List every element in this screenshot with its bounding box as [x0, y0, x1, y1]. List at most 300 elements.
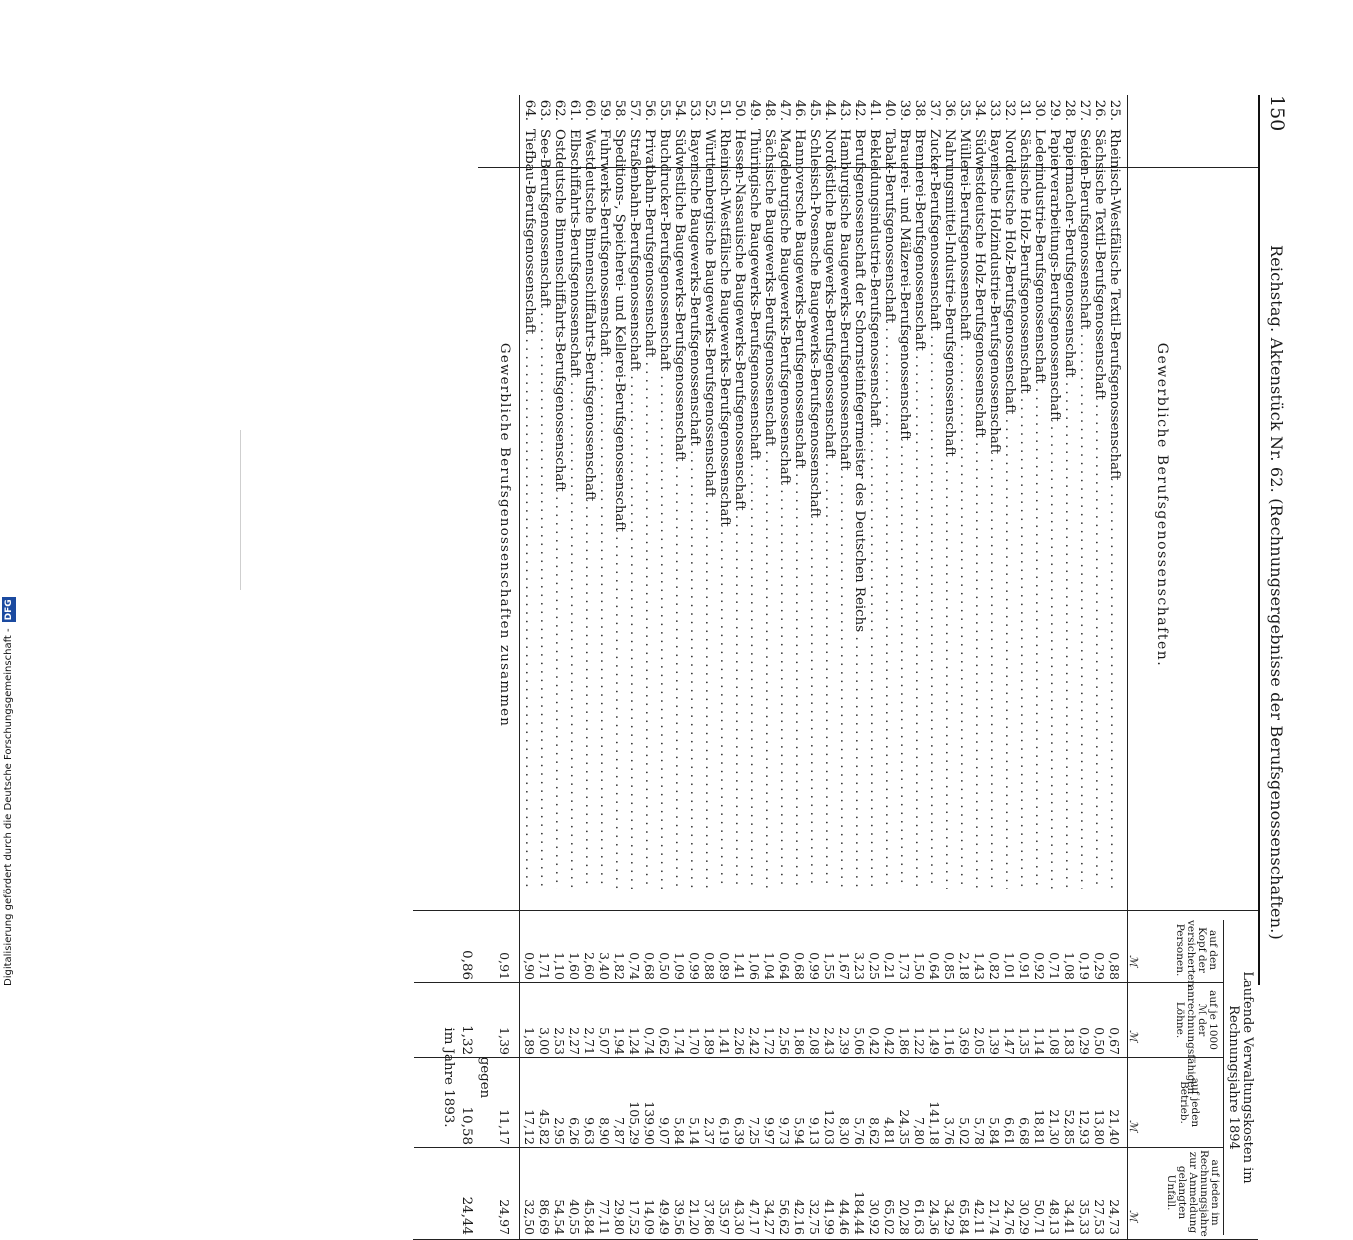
- row-value: 1,24: [627, 1027, 642, 1055]
- row-number: 29.: [1047, 99, 1062, 121]
- row-value: 1,83: [1062, 1027, 1077, 1055]
- row-value: 0,88: [702, 952, 717, 980]
- row-value: 5,14: [687, 1117, 702, 1145]
- row-name: Lederindustrie-Berufsgenossenschaft . . .: [1032, 129, 1047, 889]
- summary-value: 1,39: [497, 1027, 512, 1055]
- row-number: 31.: [1017, 99, 1032, 121]
- row-value: 0,50: [657, 952, 672, 980]
- row-value: 141,18: [927, 1101, 942, 1145]
- unit-label: ℳ: [1127, 1030, 1140, 1042]
- row-name: Buchdrucker-Berufsgenossenschaft . . .: [657, 129, 672, 889]
- row-value: 9,97: [762, 1117, 777, 1145]
- row-value: 34,41: [1062, 1199, 1077, 1235]
- row-value: 1,74: [672, 1027, 687, 1055]
- row-number: 59.: [597, 99, 612, 121]
- row-value: 21,30: [1047, 1109, 1062, 1145]
- table-row: [837, 95, 852, 1239]
- table-row: [927, 95, 942, 1239]
- row-value: 0,92: [1032, 952, 1047, 980]
- row-value: 30,29: [1017, 1199, 1032, 1235]
- row-value: 7,25: [747, 1117, 762, 1145]
- row-value: 5,78: [972, 1117, 987, 1145]
- table-row: [957, 95, 972, 1239]
- row-name: Hannoversche Baugewerks-Berufsgenossenschaft . . .: [792, 129, 807, 889]
- table-row: [747, 95, 762, 1239]
- row-name: Thüringische Baugewerks-Berufsgenossenschaft . . .: [747, 129, 762, 889]
- row-number: 51.: [717, 99, 732, 121]
- row-value: 14,09: [642, 1199, 657, 1235]
- digitization-note: [2, 0, 16, 1000]
- summary-value: 11,17: [497, 1109, 512, 1145]
- row-name: Papiermacher-Berufsgenossenschaft . . .: [1062, 129, 1077, 889]
- compare-value: 24,44: [459, 1196, 474, 1235]
- table-row: [567, 95, 582, 1239]
- row-value: 1,47: [1002, 1027, 1017, 1055]
- row-name: Rheinisch-Westfälische Baugewerks-Berufsgenossenschaft . . .: [717, 129, 732, 889]
- row-number: 26.: [1092, 99, 1107, 121]
- row-number: 60.: [582, 99, 597, 121]
- row-value: 7,80: [912, 1117, 927, 1145]
- row-name: Magdeburgische Baugewerks-Berufsgenossenschaft . . .: [777, 129, 792, 889]
- row-name: Berufsgenossenschaft der Schornsteinfegermeister des Deutschen Reichs . . .: [852, 129, 867, 889]
- row-number: 48.: [762, 99, 777, 121]
- row-value: 6,19: [717, 1117, 732, 1145]
- row-number: 41.: [867, 99, 882, 121]
- row-value: 0,29: [1092, 952, 1107, 980]
- summary-label: Gewerbliche Berufsgenossenschaften zusammen: [497, 342, 512, 728]
- row-value: 9,73: [777, 1117, 792, 1145]
- page-header: [1264, 95, 1290, 985]
- row-name: Südwestdeutsche Holz-Berufsgenossenschaft . . .: [972, 129, 987, 889]
- row-name: Privatbahn-Berufsgenossenschaft . . .: [642, 129, 657, 889]
- table-row: [717, 95, 732, 1239]
- row-number: 44.: [822, 99, 837, 121]
- row-value: 24,76: [1002, 1199, 1017, 1235]
- row-number: 30.: [1032, 99, 1047, 121]
- compare-value: 10,58: [459, 1106, 474, 1145]
- row-value: 5,84: [987, 1117, 1002, 1145]
- row-value: 37,86: [702, 1199, 717, 1235]
- row-value: 1,01: [1002, 952, 1017, 980]
- table-row: [792, 95, 807, 1239]
- row-value: 1,41: [717, 1027, 732, 1055]
- header-bottom-rule: [1127, 95, 1128, 1239]
- row-value: 21,74: [987, 1199, 1002, 1235]
- table-row: [522, 95, 537, 1239]
- table-row: [1107, 95, 1122, 1239]
- row-name: Norddeutsche Holz-Berufsgenossenschaft . . .: [1002, 129, 1017, 889]
- row-name: Brennerei-Berufsgenossenschaft . . .: [912, 129, 927, 889]
- row-value: 6,26: [567, 1117, 582, 1145]
- table-row: [1032, 95, 1047, 1239]
- table-row: [627, 95, 642, 1239]
- row-name: Tabak-Berufsgenossenschaft . . .: [882, 129, 897, 889]
- row-value: 1,35: [1017, 1027, 1032, 1055]
- row-name: Bekleidungsindustrie-Berufsgenossenschaft . . .: [867, 129, 882, 889]
- row-value: 1,08: [1062, 952, 1077, 980]
- row-value: 1,41: [732, 952, 747, 980]
- table-row: [597, 95, 612, 1239]
- row-name: Ostdeutsche Binnenschiffahrts-Berufsgenossenschaft . . .: [552, 129, 567, 889]
- row-value: 7,87: [612, 1117, 627, 1145]
- row-name: Bayerische Baugewerks-Berufsgenossenschaft . . .: [687, 129, 702, 889]
- row-number: 53.: [687, 99, 702, 121]
- table-row: [942, 95, 957, 1239]
- row-value: 42,16: [792, 1199, 807, 1235]
- row-number: 39.: [897, 99, 912, 121]
- table-row: [912, 95, 927, 1239]
- row-name: Fuhrwerks-Berufsgenossenschaft . . .: [597, 129, 612, 889]
- row-value: 5,76: [852, 1117, 867, 1145]
- row-name: Westdeutsche Binnenschiffahrts-Berufsgenossenschaft . . .: [582, 129, 597, 889]
- row-number: 32.: [1002, 99, 1017, 121]
- row-value: 5,06: [852, 1027, 867, 1055]
- scan-artifact-line: [240, 430, 241, 590]
- row-value: 0,71: [1047, 952, 1062, 980]
- row-value: 2,27: [567, 1027, 582, 1055]
- row-value: 30,92: [867, 1199, 882, 1235]
- row-value: 0,62: [657, 1027, 672, 1055]
- row-name: Elbschiffahrts-Berufsgenossenschaft . . .: [567, 129, 582, 889]
- row-value: 41,99: [822, 1199, 837, 1235]
- row-value: 40,55: [567, 1199, 582, 1235]
- row-value: 48,13: [1047, 1199, 1062, 1235]
- row-value: 45,82: [537, 1109, 552, 1145]
- row-value: 47,17: [747, 1199, 762, 1235]
- row-value: 5,84: [672, 1117, 687, 1145]
- row-value: 2,71: [582, 1027, 597, 1055]
- row-name: Südwestliche Baugewerks-Berufsgenossenschaft . . .: [672, 129, 687, 889]
- row-value: 1,94: [612, 1027, 627, 1055]
- summary-rule: [519, 95, 520, 1239]
- row-number: 46.: [792, 99, 807, 121]
- table-row: [1002, 95, 1017, 1239]
- row-value: 5,02: [957, 1117, 972, 1145]
- unit-label: ℳ: [1127, 955, 1140, 967]
- row-value: 1,14: [1032, 1027, 1047, 1055]
- row-number: 62.: [552, 99, 567, 121]
- row-value: 184,44: [852, 1191, 867, 1235]
- row-value: 44,46: [837, 1199, 852, 1235]
- row-value: 0,64: [777, 952, 792, 980]
- gegen-label: gegen: [477, 1056, 492, 1099]
- row-value: 0,99: [807, 952, 822, 980]
- row-value: 0,29: [1077, 1027, 1092, 1055]
- row-value: 21,20: [687, 1199, 702, 1235]
- row-name: See-Berufsgenossenschaft . . .: [537, 129, 552, 889]
- row-value: 0,82: [987, 952, 1002, 980]
- row-value: 0,21: [882, 952, 897, 980]
- row-value: 1,70: [687, 1027, 702, 1055]
- row-value: 8,30: [837, 1117, 852, 1145]
- row-name: Papierverarbeitungs-Berufsgenossenschaft . . .: [1047, 129, 1062, 889]
- row-value: 0,74: [642, 1027, 657, 1055]
- row-number: 61.: [567, 99, 582, 121]
- row-value: 1,55: [822, 952, 837, 980]
- digitization-note-text: Digitalisierung gefördert durch die Deutsche Forschungsgemeinschaft -: [3, 628, 14, 986]
- row-value: 21,40: [1107, 1109, 1122, 1145]
- row-value: 2,08: [807, 1027, 822, 1055]
- row-value: 0,42: [867, 1027, 882, 1055]
- row-value: 5,07: [597, 1027, 612, 1055]
- row-number: 55.: [657, 99, 672, 121]
- row-name: Tiefbau-Berufsgenossenschaft . . .: [522, 129, 537, 889]
- row-number: 42.: [852, 99, 867, 121]
- row-value: 9,07: [657, 1117, 672, 1145]
- table-row: [642, 95, 657, 1239]
- table-row: [882, 95, 897, 1239]
- row-value: 3,23: [852, 952, 867, 980]
- row-value: 32,75: [807, 1199, 822, 1235]
- row-value: 17,52: [627, 1199, 642, 1235]
- row-value: 0,85: [942, 952, 957, 980]
- row-value: 35,33: [1077, 1199, 1092, 1235]
- row-name: Speditions-, Speicherei- und Kellerei-Berufsgenossenschaft . . .: [612, 129, 627, 889]
- row-value: 1,89: [702, 1027, 717, 1055]
- row-value: 1,43: [972, 952, 987, 980]
- row-value: 9,63: [582, 1117, 597, 1145]
- row-value: 0,74: [627, 952, 642, 980]
- table-row: [1047, 95, 1062, 1239]
- row-value: 1,09: [672, 952, 687, 980]
- row-value: 1,39: [987, 1027, 1002, 1055]
- row-value: 2,53: [552, 1027, 567, 1055]
- row-value: 1,82: [612, 952, 627, 980]
- row-name: Zucker-Berufsgenossenschaft . . .: [927, 129, 942, 889]
- row-value: 1,10: [552, 952, 567, 980]
- row-value: 42,11: [972, 1199, 987, 1235]
- row-number: 37.: [927, 99, 942, 121]
- document-page: [70, 95, 1290, 1237]
- table-row: [852, 95, 867, 1239]
- col-header-per-business: auf jeden Betrieb.: [1178, 1077, 1201, 1128]
- row-value: 1,86: [792, 1027, 807, 1055]
- compare-value: 1,32: [459, 1025, 474, 1055]
- row-name: Nordöstliche Baugewerks-Berufsgenossenschaft . . .: [822, 129, 837, 889]
- row-value: 0,67: [1107, 1027, 1122, 1055]
- row-value: 0,19: [1077, 952, 1092, 980]
- unit-label: ℳ: [1127, 1210, 1140, 1222]
- row-value: 105,29: [627, 1101, 642, 1145]
- table-row: [822, 95, 837, 1239]
- row-value: 1,67: [837, 952, 852, 980]
- row-number: 58.: [612, 99, 627, 121]
- row-name: Schlesisch-Posensche Baugewerks-Berufsgenossenschaft . . .: [807, 129, 822, 889]
- table-row: [972, 95, 987, 1239]
- col-header-per-person: auf den Kopf der versicherten Personen.: [1174, 920, 1219, 987]
- row-number: 43.: [837, 99, 852, 121]
- row-value: 2,39: [837, 1027, 852, 1055]
- cost-header: Laufende Verwaltungskosten im Rechnungsjahre 1894: [1226, 971, 1255, 1184]
- row-value: 61,63: [912, 1199, 927, 1235]
- compare-year-label: im Jahre 1893.: [441, 1027, 456, 1128]
- row-name: Hamburgische Baugewerks-Berufsgenossenschaft . . .: [837, 129, 852, 889]
- table-row: [762, 95, 777, 1239]
- col-header-per-1000: auf je 1000 ℳ der anrechnungsfähigen Löhne.: [1174, 985, 1219, 1095]
- running-title: Reichstag. Aktenstück Nr. 62. (Rechnungsergebnisse der Berufsgenossenschaften.): [1267, 245, 1286, 940]
- row-value: 0,42: [882, 1027, 897, 1055]
- row-number: 45.: [807, 99, 822, 121]
- row-value: 0,88: [1107, 952, 1122, 980]
- row-number: 38.: [912, 99, 927, 121]
- row-number: 35.: [957, 99, 972, 121]
- row-number: 34.: [972, 99, 987, 121]
- row-value: 1,71: [537, 952, 552, 980]
- table-row: [807, 95, 822, 1239]
- row-value: 13,80: [1092, 1109, 1107, 1145]
- row-value: 3,40: [597, 952, 612, 980]
- row-name: Württembergische Baugewerks-Berufsgenossenschaft . . .: [702, 129, 717, 889]
- row-number: 52.: [702, 99, 717, 121]
- table-row: [657, 95, 672, 1239]
- row-value: 2,43: [822, 1027, 837, 1055]
- row-value: 0,68: [642, 952, 657, 980]
- row-value: 2,26: [732, 1027, 747, 1055]
- row-value: 29,80: [612, 1199, 627, 1235]
- row-value: 0,25: [867, 952, 882, 980]
- row-value: 2,56: [777, 1027, 792, 1055]
- row-value: 3,69: [957, 1027, 972, 1055]
- table-row: [702, 95, 717, 1239]
- row-value: 24,36: [927, 1199, 942, 1235]
- summary-value: 0,91: [497, 952, 512, 980]
- row-value: 5,94: [792, 1117, 807, 1145]
- header-rule: [1258, 95, 1260, 985]
- row-value: 1,73: [897, 952, 912, 980]
- row-value: 34,29: [942, 1199, 957, 1235]
- row-value: 8,90: [597, 1117, 612, 1145]
- row-value: 65,84: [957, 1199, 972, 1235]
- table-row: [1077, 95, 1092, 1239]
- row-number: 57.: [627, 99, 642, 121]
- table-row: [537, 95, 552, 1239]
- table-row: [687, 95, 702, 1239]
- row-number: 47.: [777, 99, 792, 121]
- row-number: 54.: [672, 99, 687, 121]
- row-value: 65,02: [882, 1199, 897, 1235]
- row-number: 28.: [1062, 99, 1077, 121]
- row-name: Brauerei- und Mälzerei-Berufsgenossenschaft . . .: [897, 129, 912, 889]
- row-value: 139,90: [642, 1101, 657, 1145]
- row-value: 20,28: [897, 1199, 912, 1235]
- row-value: 0,91: [1017, 952, 1032, 980]
- row-value: 0,99: [687, 952, 702, 980]
- row-value: 49,49: [657, 1199, 672, 1235]
- row-value: 54,54: [552, 1199, 567, 1235]
- row-name: Sächsische Baugewerks-Berufsgenossenschaft . . .: [762, 129, 777, 889]
- col-header-per-accident: auf jeden im Rechnungsjahre zur Anmeldung gelangten Unfall.: [1165, 1150, 1221, 1237]
- row-value: 0,90: [522, 952, 537, 980]
- row-value: 45,84: [582, 1199, 597, 1235]
- row-value: 2,37: [702, 1117, 717, 1145]
- row-value: 1,06: [747, 952, 762, 980]
- row-value: 56,62: [777, 1199, 792, 1235]
- row-value: 12,03: [822, 1109, 837, 1145]
- row-value: 24,73: [1107, 1199, 1122, 1235]
- page-number: 150: [1266, 95, 1288, 132]
- table-row: [1017, 95, 1032, 1239]
- row-value: 0,89: [717, 952, 732, 980]
- row-number: 56.: [642, 99, 657, 121]
- row-value: 1,16: [942, 1027, 957, 1055]
- table-row: [552, 95, 567, 1239]
- row-value: 77,11: [597, 1199, 612, 1235]
- row-value: 9,13: [807, 1117, 822, 1145]
- row-value: 35,97: [717, 1199, 732, 1235]
- row-value: 6,39: [732, 1117, 747, 1145]
- row-name: Straßenbahn-Berufsgenossenschaft . . .: [627, 129, 642, 889]
- row-value: 86,69: [537, 1199, 552, 1235]
- table-row: [612, 95, 627, 1239]
- row-number: 33.: [987, 99, 1002, 121]
- row-value: 50,71: [1032, 1199, 1047, 1235]
- row-name: Hessen-Nassauische Baugewerks-Berufsgenossenschaft . . .: [732, 129, 747, 889]
- table-row: [987, 95, 1002, 1239]
- row-value: 43,30: [732, 1199, 747, 1235]
- table-row: [582, 95, 597, 1239]
- row-value: 0,68: [792, 952, 807, 980]
- row-number: 27.: [1077, 99, 1092, 121]
- row-value: 1,50: [912, 952, 927, 980]
- row-value: 34,27: [762, 1199, 777, 1235]
- row-value: 0,50: [1092, 1027, 1107, 1055]
- row-value: 1,60: [567, 952, 582, 980]
- row-value: 2,05: [972, 1027, 987, 1055]
- row-number: 25.: [1107, 99, 1122, 121]
- row-value: 6,68: [1017, 1117, 1032, 1145]
- row-value: 1,89: [522, 1027, 537, 1055]
- row-value: 32,50: [522, 1199, 537, 1235]
- row-value: 24,35: [897, 1109, 912, 1145]
- row-value: 18,81: [1032, 1109, 1047, 1145]
- row-value: 39,56: [672, 1199, 687, 1235]
- row-name: Rheinisch-Westfälische Textil-Berufsgenossenschaft . . .: [1107, 129, 1122, 889]
- row-value: 8,62: [867, 1117, 882, 1145]
- table-row: [1062, 95, 1077, 1239]
- table-row: [732, 95, 747, 1239]
- table-row: [672, 95, 687, 1239]
- row-number: 64.: [522, 99, 537, 121]
- row-name: Sächsische Holz-Berufsgenossenschaft . . .: [1017, 129, 1032, 889]
- row-name: Sächsische Textil-Berufsgenossenschaft . . .: [1092, 129, 1107, 889]
- table-row: [867, 95, 882, 1239]
- row-value: 3,00: [537, 1027, 552, 1055]
- row-value: 12,93: [1077, 1109, 1092, 1145]
- row-value: 1,86: [897, 1027, 912, 1055]
- row-number: 36.: [942, 99, 957, 121]
- row-value: 17,12: [522, 1109, 537, 1145]
- group-title: Gewerbliche Berufsgenossenschaften.: [1154, 342, 1170, 668]
- row-value: 1,22: [912, 1027, 927, 1055]
- row-value: 3,76: [942, 1117, 957, 1145]
- row-name: Müllerei-Berufsgenossenschaft . . .: [957, 129, 972, 889]
- row-value: 2,95: [552, 1117, 567, 1145]
- row-value: 4,81: [882, 1117, 897, 1145]
- summary-value: 24,97: [497, 1199, 512, 1235]
- row-value: 0,64: [927, 952, 942, 980]
- dfg-logo: DFG: [4, 599, 14, 621]
- row-number: 49.: [747, 99, 762, 121]
- row-value: 1,04: [762, 952, 777, 980]
- row-value: 52,85: [1062, 1109, 1077, 1145]
- row-value: 1,08: [1047, 1027, 1062, 1055]
- row-value: 2,18: [957, 952, 972, 980]
- row-name: Bayerische Holzindustrie-Berufsgenossenschaft . . .: [987, 129, 1002, 889]
- table-row: [777, 95, 792, 1239]
- row-value: 2,42: [747, 1027, 762, 1055]
- unit-label: ℳ: [1127, 1120, 1140, 1132]
- row-value: 1,72: [762, 1027, 777, 1055]
